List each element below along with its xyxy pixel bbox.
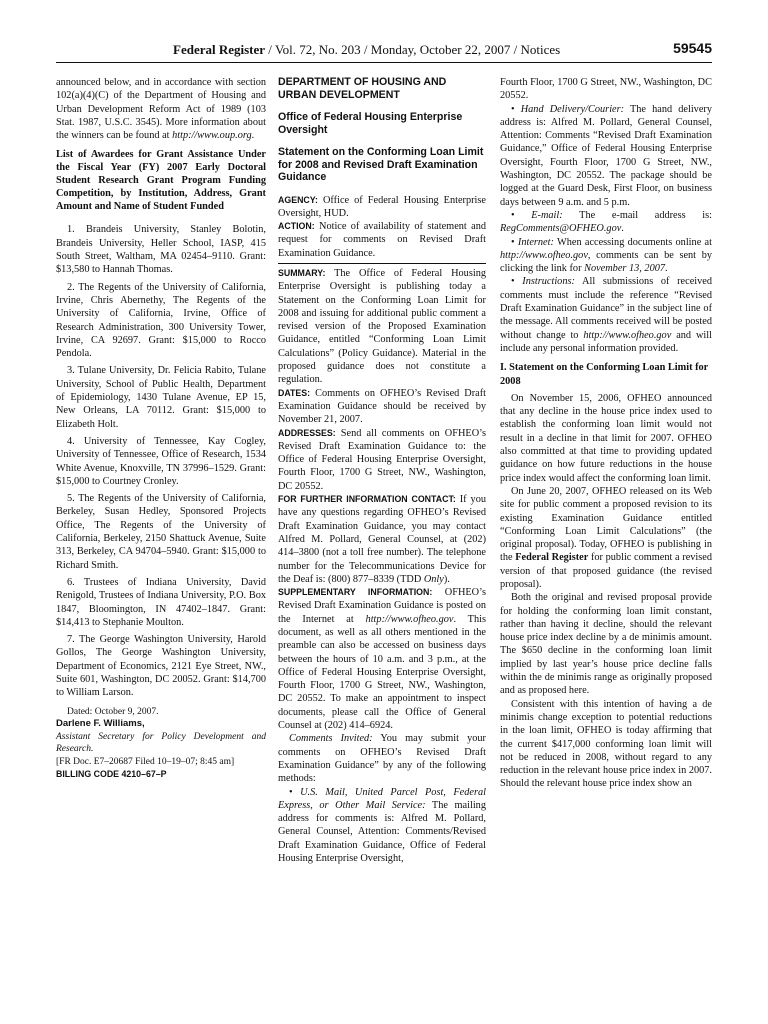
ofheo-link[interactable]: http://www.ofheo.gov (365, 613, 454, 625)
instructions-item: • Instructions: All submissions of received comments must include the reference “Revised Draft Examination Guidance” in the subject line of the message. All comments received will be posted without change to http://www.ofheo.gov and will include any personal information provided. (500, 276, 712, 354)
ofheo-link[interactable]: http://www.ofheo.gov (583, 329, 672, 341)
email-item: • E-mail: The e-mail address is: RegComments@OFHEO.gov. (500, 209, 712, 235)
awardee-item: 1. Brandeis University, Stanley Bolotin, Brandeis University, Heller School, IASP, 415 South Street, Waltham, MA 02454–9110. Grant: $13,580 to Hannah Thomas. (56, 224, 266, 276)
ofheo-link[interactable]: http://www.ofheo.gov (500, 249, 588, 261)
awardee-item: 4. University of Tennessee, Kay Cogley, University of Tennessee, Office of Research, 1534 White Avenue, Knoxville, TN 37996–1529. Grant: $15,000 to Courtney Cronley. (56, 435, 266, 487)
action-line: ACTION: Notice of availability of statement and request for comments on Revised Draft Examination Guidance. (278, 221, 486, 259)
supplementary-paragraph: SUPPLEMENTARY INFORMATION: OFHEO’s Revised Draft Examination Guidance is posted on the Internet at http://www.ofheo.gov. This document, as well as all others mentioned in the preamble can also be accessed on business days between the hours of 10 a.m. and 3 p.m., at the Office of Federal Housing Enterprise Oversight, Fourth Floor, 1700 G Street, NW., Washington, DC 20552. To make an appointment to inspect documents, please call the Office of General Counsel at (202) 414–6924. (278, 587, 486, 732)
body-paragraph: On June 20, 2007, OFHEO released on its Web site for public comment a proposed revision to its existing Examination Guidance entitled “Conforming Loan Limit Calculations” (the original proposal). Today, OFHEO is publishing in the Federal Register for public comment a revised version of that proposed guidance (the revised proposal). (500, 485, 713, 590)
office-heading: Office of Federal Housing Enterprise Oversight (278, 111, 463, 136)
further-info-paragraph: FOR FURTHER INFORMATION CONTACT: If you have any questions regarding OFHEO’s Revised Draft Examination Guidance, you may contact Alfred M. Pollard, General Counsel, at (202) 414–3800 (not a toll free number). The telephone number for the Telecommunications Device for the Deaf is: (800) 877–8339 (TDD Only). (278, 494, 486, 585)
awardee-item: 5. The Regents of the University of California, Berkeley, Susan Hedley, Sponsored Projects Office, The Regents of the University of California, Berkeley, 2150 Shattuck Avenue, Suite 313, Berkeley, CA 94704–5940. Grant: $15,000 to Richard Smith. (56, 493, 266, 571)
internet-item: • Internet: When accessing documents online at http://www.ofheo.gov, comments can be sent by clicking the link for November 13, 2007. (500, 236, 712, 275)
signer-title: Assistant Secretary for Policy Development and Research. (56, 731, 266, 755)
awardee-item: 7. The George Washington University, Harold Gollos, The George Washington University, Department of Economics, 2121 Eye Street, NW., Suite 601, Washington, DC 20052. Grant: $14,700 to William Larson. (56, 634, 266, 699)
header-citation: Federal Register / Vol. 72, No. 203 / Monday, October 22, 2007 / Notices (173, 42, 561, 57)
body-paragraph: Both the original and revised proposal provide for holding the conforming loan limit constant, rather than having it decline, should the relevant house price index decline by a de minimis amount. The $650 decline in the conforming loan limit implied by last year’s house price decline falls within the de minimis range as originally proposed and as proposed here. (500, 592, 712, 697)
oup-link[interactable]: http://www.oup.org (172, 130, 252, 142)
page-header (56, 40, 712, 63)
body-paragraph: On November 15, 2006, OFHEO announced that any decline in the house price index used to establish the conforming loan limit would not result in a decline in that limit for 2007. OFHEO also committed at that time to providing updated guidance on how future reductions in the house price index would affect the conforming loan limit. (500, 392, 712, 484)
department-heading: DEPARTMENT OF HOUSING AND URBAN DEVELOPMENT (278, 76, 447, 101)
summary-paragraph: SUMMARY: The Office of Federal Housing Enterprise Oversight is publishing today a Statement on the Conforming Loan Limit for 2008 and issuing for additional public comment a revised version of the Proposed Examination Guidance, entitled “Conforming Loan Limit Calculations” (Policy Guidance). Material in the proposed guidance does not constitute a regulation. (278, 267, 486, 386)
fr-doc-line: [FR Doc. E7–20687 Filed 10–19–07; 8:45 am] (56, 756, 235, 767)
dated-line: Dated: October 9, 2007. (67, 706, 159, 717)
addresses-paragraph: ADDRESSES: Send all comments on OFHEO’s Revised Draft Examination Guidance to: the Office of Federal Housing Enterprise Oversight, Fourth Floor, 1700 G Street, NW., Washington, DC 20552. (278, 427, 486, 492)
column-2 (278, 76, 486, 865)
comments-invited-paragraph: Comments Invited: You may submit your comments on OFHEO’s Revised Draft Examination Guidance” by any of the following methods: (278, 733, 486, 785)
section-divider (278, 263, 486, 264)
dates-paragraph: DATES: Comments on OFHEO’s Revised Draft Examination Guidance should be received by November 21, 2007. (278, 387, 486, 426)
body-paragraph: Consistent with this intention of having a de minimis change exception to potential reductions in the loan limit, OFHEO is today affirming that the current $417,000 conforming loan limit will not be reduced in 2008, without regard to any reduction in the relevant house price index in 2007. Should the relevant house price index show an (500, 698, 712, 790)
awardee-item: 6. Trustees of Indiana University, David Renigold, Trustees of Indiana University, P.O. Box 1847, Bloomington, IN 47402–1847. Grant: $14,413 to Stephanie Moulton. (56, 576, 266, 628)
issue-info: Vol. 72, No. 203 / Monday, October 22, 2007 / Notices (274, 42, 561, 57)
awardees-heading: List of Awardees for Grant Assistance Under the Fiscal Year (FY) 2007 Early Doctoral Student Research Grant Program Funding Competition, by Institution, Address, Grant Amount and Name of Student Funded (56, 149, 266, 213)
section-heading: I. Statement on the Conforming Loan Limit for 2008 (500, 362, 709, 387)
awardee-item: 2. The Regents of the University of California, Irvine, Chris Abernethy, The Regents of the University of California, Irvine, Office of Research Administration, 300 University Tower, Irvine, CA 92697. Grant: $15,000 to Rocco Pendola. (56, 281, 266, 360)
awardee-item: 3. Tulane University, Dr. Felicia Rabito, Tulane University, School of Public Health, Department of Epidemiology, 1430 Tulane Avenue, EP 15, New Orleans, LA 70112. Grant: $15,000 to Elizabeth Holt. (56, 365, 266, 430)
notice-title: Statement on the Conforming Loan Limit for 2008 and Revised Draft Examination Guidance (278, 146, 484, 183)
column-1 (56, 76, 266, 780)
column-3 (500, 76, 712, 791)
hand-delivery-item: • Hand Delivery/Courier: The hand delivery address is: Alfred M. Pollard, General Counsel, Attention: Comments “Revised Draft Examination Guidance,” Office of Federal Housing Enterprise Oversight, Fourth Floor, 1700 G Street, NW., Washington, DC 20552. The package should be logged at the Guard Desk, First Floor, on business days between 9 a.m. and 5 p.m. (500, 103, 712, 208)
agency-line: AGENCY: Office of Federal Housing Enterprise Oversight, HUD. (278, 194, 486, 219)
email-link[interactable]: RegComments@OFHEO.gov (500, 223, 622, 235)
mail-method-item: • U.S. Mail, United Parcel Post, Federal Express, or Other Mail Service: The mailing address for comments is: Alfred M. Pollard, General Counsel, Attention: Comments/Revised Draft Examination Guidance, Office of Federal Housing Enterprise Oversight, (278, 786, 486, 865)
journal-name: Federal Register (173, 42, 266, 57)
mail-address-continued: Fourth Floor, 1700 G Street, NW., Washington, DC 20552. (500, 77, 712, 102)
signer-name: Darlene F. Williams, (56, 718, 145, 730)
billing-code: BILLING CODE 4210–67–P (56, 769, 167, 780)
awardee-list (56, 223, 266, 699)
intro-paragraph: announced below, and in accordance with section 102(a)(4)(C) of the Department of Housing and Urban Development Reform Act of 1989 (103 Stat. 1987, U.S.C. 3545). More information about the winners can be found at http://www.oup.org. (56, 77, 266, 142)
page-number: 59545 (673, 40, 712, 56)
